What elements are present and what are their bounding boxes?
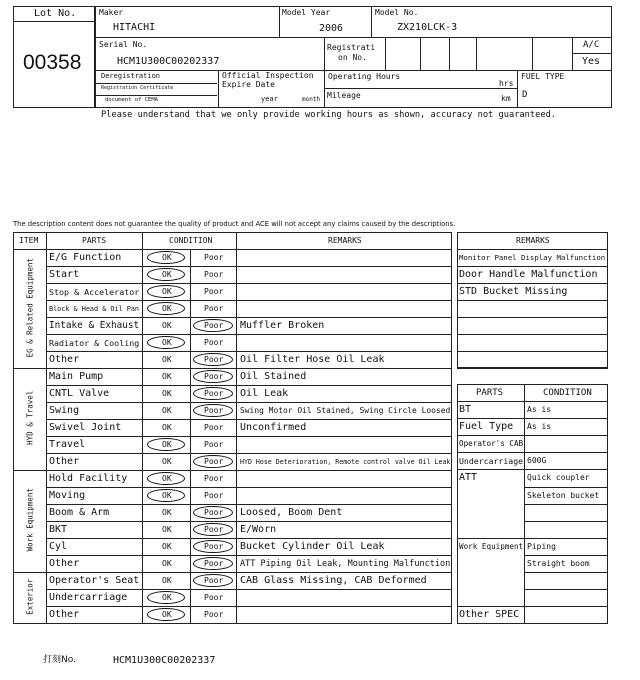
part-name: Undercarriage	[49, 592, 128, 603]
part-name: BKT	[49, 524, 68, 535]
poor-option: Poor	[204, 575, 224, 585]
divider	[457, 401, 608, 402]
divider	[46, 283, 452, 284]
poor-option: Poor	[204, 286, 224, 296]
divider	[457, 249, 608, 250]
poor-option: Poor	[204, 490, 224, 500]
part-name: E/G Function	[49, 252, 122, 263]
divider	[46, 606, 452, 607]
poor-option: Poor	[204, 371, 224, 381]
ok-option: OK	[162, 490, 172, 500]
serial-label: Serial No.	[99, 40, 148, 49]
divider	[13, 572, 452, 573]
part-name: Block & Head & Oil Pan	[49, 304, 140, 313]
divider	[524, 487, 608, 488]
ok-selected-circle	[147, 472, 185, 485]
divider	[457, 266, 608, 267]
poor-option: Poor	[204, 473, 224, 483]
divider	[517, 70, 518, 108]
ac-value: Yes	[582, 56, 601, 67]
part-name: Other SPEC	[459, 609, 520, 621]
year-label: year	[261, 95, 278, 103]
remarks-panel-header: REMARKS	[516, 236, 550, 245]
divider	[457, 368, 608, 369]
ok-selected-circle	[147, 591, 185, 604]
divider	[46, 334, 452, 335]
ok-option: OK	[162, 507, 172, 517]
divider	[457, 283, 608, 284]
part-name: Intake & Exhaust	[49, 320, 140, 332]
divider	[572, 37, 573, 70]
divider	[46, 538, 452, 539]
remark-text: Muffler Broken	[240, 320, 325, 331]
divider	[532, 37, 533, 70]
remark-text: Bucket Cylinder Oil Leak	[240, 541, 385, 552]
condition-value: Straight boom	[527, 558, 590, 568]
part-name: Work Equipment	[459, 542, 524, 552]
part-name: Moving	[49, 490, 86, 501]
ok-option: OK	[162, 592, 172, 602]
divider	[46, 504, 452, 505]
poor-option: Poor	[204, 388, 224, 398]
hrs-label: hrs	[499, 79, 514, 88]
divider	[46, 351, 452, 352]
stamp-no-value: HCM1U300C00202337	[113, 655, 216, 666]
remark-text: Oil Leak	[240, 388, 289, 399]
part-name: Boom & Arm	[49, 507, 110, 518]
remark-text: CAB Glass Missing, CAB Deformed	[240, 575, 427, 586]
ok-option: OK	[162, 541, 172, 551]
reg-cert-label: Registration Certificate	[101, 85, 174, 91]
divider	[279, 6, 280, 37]
parts-header: PARTS	[82, 236, 107, 245]
ok-option: OK	[162, 524, 172, 534]
ok-option: OK	[162, 320, 172, 330]
part-name: Operator's Seat	[49, 575, 140, 586]
ok-selected-circle	[147, 302, 185, 315]
remark-text: Monitor Panel Display Malfunction	[459, 253, 606, 263]
poor-selected-circle	[193, 506, 233, 519]
ok-selected-circle	[147, 438, 185, 451]
poor-option: Poor	[204, 269, 224, 279]
divider	[385, 37, 386, 70]
lot-value: 00358	[23, 51, 82, 74]
ok-selected-circle	[147, 489, 185, 502]
divider	[46, 317, 452, 318]
ok-option: OK	[162, 388, 172, 398]
divider	[46, 300, 452, 301]
divider	[524, 555, 608, 556]
divider	[457, 435, 608, 436]
part-name: BT	[459, 404, 472, 416]
poor-option: Poor	[204, 439, 224, 449]
part-name: Other	[49, 558, 80, 569]
divider	[524, 504, 608, 505]
divider	[46, 453, 452, 454]
part-name: Operator's CAB	[459, 439, 524, 449]
ok-option: OK	[162, 456, 172, 466]
divider	[457, 418, 608, 419]
part-name: Travel	[49, 439, 86, 450]
condition-value: 600G	[527, 456, 547, 466]
remark-text: E/Worn	[240, 524, 277, 535]
ok-selected-circle	[147, 268, 185, 281]
divider	[46, 589, 452, 590]
divider	[572, 53, 612, 54]
ok-option: OK	[162, 337, 172, 347]
part-name: Cyl	[49, 541, 68, 552]
divider	[95, 83, 217, 84]
ok-option: OK	[162, 286, 172, 296]
maker-value: HITACHI	[113, 22, 156, 33]
part-name: Other	[49, 456, 80, 467]
poor-option: Poor	[204, 541, 224, 551]
group-label: Exterior	[24, 578, 34, 615]
registration-label: Registrati	[327, 43, 376, 52]
inspection-label: Official Inspection	[222, 71, 314, 80]
divider	[46, 402, 452, 403]
ok-selected-circle	[147, 336, 185, 349]
condition-value: Quick coupler	[527, 473, 590, 483]
divider	[324, 37, 325, 108]
remark-text: STD Bucket Missing	[459, 286, 568, 297]
cema-label: document of CEMA	[105, 97, 158, 103]
stamp-no-label: 打刻No.	[43, 655, 76, 665]
model-no-value: ZX210LCK-3	[397, 22, 458, 33]
divider	[457, 334, 608, 335]
ac-label: A/C	[583, 40, 600, 50]
poor-selected-circle	[193, 523, 233, 536]
item-header: ITEM	[19, 236, 39, 245]
disclaimer: The description content does not guarantee the quality of product and ACE will not accept any claims caused by the descriptions.	[13, 220, 456, 228]
poor-option: Poor	[204, 456, 224, 466]
month-label: month	[302, 96, 321, 103]
parts-panel-header: PARTS	[476, 388, 504, 398]
remark-text: Swing Motor Oil Stained, Swing Circle Loosed	[240, 406, 451, 416]
divider	[457, 606, 608, 607]
poor-option: Poor	[204, 337, 224, 347]
model-year-label: Model Year	[282, 8, 331, 17]
poor-selected-circle	[193, 574, 233, 587]
poor-selected-circle	[193, 353, 233, 366]
ok-option: OK	[162, 405, 172, 415]
divider	[457, 300, 608, 301]
remarks-header: REMARKS	[328, 236, 362, 245]
serial-value: HCM1U300C00202337	[117, 56, 220, 67]
divider	[524, 572, 608, 573]
ok-option: OK	[162, 575, 172, 585]
divider	[142, 232, 143, 624]
poor-selected-circle	[193, 319, 233, 332]
ok-selected-circle	[147, 608, 185, 621]
poor-option: Poor	[204, 592, 224, 602]
poor-option: Poor	[204, 507, 224, 517]
divider	[95, 70, 612, 71]
divider	[95, 37, 612, 38]
divider	[371, 6, 372, 37]
divider	[46, 521, 452, 522]
divider	[13, 249, 452, 250]
part-name: Swing	[49, 405, 80, 416]
ok-option: OK	[162, 269, 172, 279]
divider	[46, 436, 452, 437]
remark-text: Unconfirmed	[240, 422, 307, 433]
divider	[13, 470, 452, 471]
poor-option: Poor	[204, 303, 224, 313]
model-year-value: 2006	[319, 23, 344, 34]
ok-selected-circle	[147, 285, 185, 298]
divider	[95, 95, 217, 96]
divider	[324, 88, 517, 89]
condition-value: As is	[527, 405, 552, 415]
remark-text: Door Handle Malfunction	[459, 269, 598, 280]
divider	[46, 419, 452, 420]
working-hours-note: Please understand that we only provide working hours as shown, accuracy not guaranteed.	[101, 110, 557, 120]
poor-option: Poor	[204, 524, 224, 534]
divider	[46, 232, 47, 624]
model-no-label: Model No.	[375, 8, 419, 17]
poor-option: Poor	[204, 609, 224, 619]
remark-text: ATT Piping Oil Leak, Mounting Malfunction	[240, 558, 451, 569]
group-label: HYD & Travel	[24, 390, 34, 445]
fuel-type-label: FUEL TYPE	[521, 72, 565, 81]
ok-option: OK	[162, 609, 172, 619]
poor-option: Poor	[204, 354, 224, 364]
poor-selected-circle	[193, 370, 233, 383]
divider	[46, 487, 452, 488]
ok-option: OK	[162, 371, 172, 381]
poor-option: Poor	[204, 558, 224, 568]
condition-panel-header: CONDITION	[543, 388, 592, 398]
divider	[457, 452, 608, 453]
ok-option: OK	[162, 439, 172, 449]
group-label: Work Equipment	[24, 488, 34, 552]
ok-option: OK	[162, 354, 172, 364]
km-label: km	[501, 94, 511, 103]
part-name: Radiator & Cooling	[49, 337, 140, 348]
inspection-label: Expire Date	[222, 80, 275, 89]
operating-hours-label: Operating Hours	[328, 72, 401, 81]
remark-text: Oil Filter Hose Oil Leak	[240, 354, 385, 365]
part-name: ATT	[459, 472, 478, 484]
divider	[457, 351, 608, 352]
poor-option: Poor	[204, 405, 224, 415]
poor-option: Poor	[204, 252, 224, 262]
part-name: Swivel Joint	[49, 422, 122, 433]
poor-selected-circle	[193, 387, 233, 400]
poor-option: Poor	[204, 422, 224, 432]
ok-option: OK	[162, 558, 172, 568]
ok-option: OK	[162, 303, 172, 313]
divider	[449, 37, 450, 70]
divider	[457, 538, 608, 539]
poor-selected-circle	[193, 557, 233, 570]
ok-selected-circle	[147, 251, 185, 264]
ok-option: OK	[162, 473, 172, 483]
poor-selected-circle	[193, 455, 233, 468]
ok-option: OK	[162, 252, 172, 262]
divider	[46, 555, 452, 556]
remark-text: HYD Hose Deterioration, Remote control valve Oil Leak	[240, 457, 451, 466]
condition-value: As is	[527, 422, 552, 432]
part-name: Other	[49, 609, 80, 620]
poor-option: Poor	[204, 320, 224, 330]
remark-text: Loosed, Boom Dent	[240, 507, 343, 518]
remark-text: Oil Stained	[240, 371, 307, 382]
mileage-label: Mileage	[327, 91, 361, 100]
divider	[218, 70, 219, 108]
lot-label: Lot No.	[34, 8, 77, 19]
fuel-type-value: D	[522, 90, 528, 100]
divider	[457, 317, 608, 318]
divider	[13, 21, 95, 22]
part-name: Undercarriage	[459, 456, 524, 467]
part-name: Other	[49, 354, 80, 365]
divider	[457, 469, 608, 470]
divider	[236, 232, 237, 624]
part-name: CNTL Valve	[49, 388, 110, 399]
divider	[524, 521, 608, 522]
group-label: EG & Related Equipment	[24, 257, 34, 357]
condition-value: Piping	[527, 541, 556, 551]
part-name: Stop & Accelerator	[49, 286, 140, 297]
divider	[524, 589, 608, 590]
registration-label: on No.	[338, 53, 367, 62]
poor-selected-circle	[193, 404, 233, 417]
deregistration-label: Deregistration	[101, 72, 161, 80]
condition-value: Skeleton bucket	[527, 490, 600, 500]
part-name: Main Pump	[49, 371, 104, 382]
part-name: Hold Facility	[49, 473, 128, 484]
poor-selected-circle	[193, 540, 233, 553]
divider	[420, 37, 421, 70]
condition-header: CONDITION	[169, 236, 213, 245]
maker-label: Maker	[99, 8, 124, 17]
divider	[46, 385, 452, 386]
divider	[476, 37, 477, 70]
divider	[13, 368, 452, 369]
divider	[46, 266, 452, 267]
part-name: Start	[49, 269, 80, 280]
part-name: Fuel Type	[459, 421, 514, 433]
ok-option: OK	[162, 422, 172, 432]
